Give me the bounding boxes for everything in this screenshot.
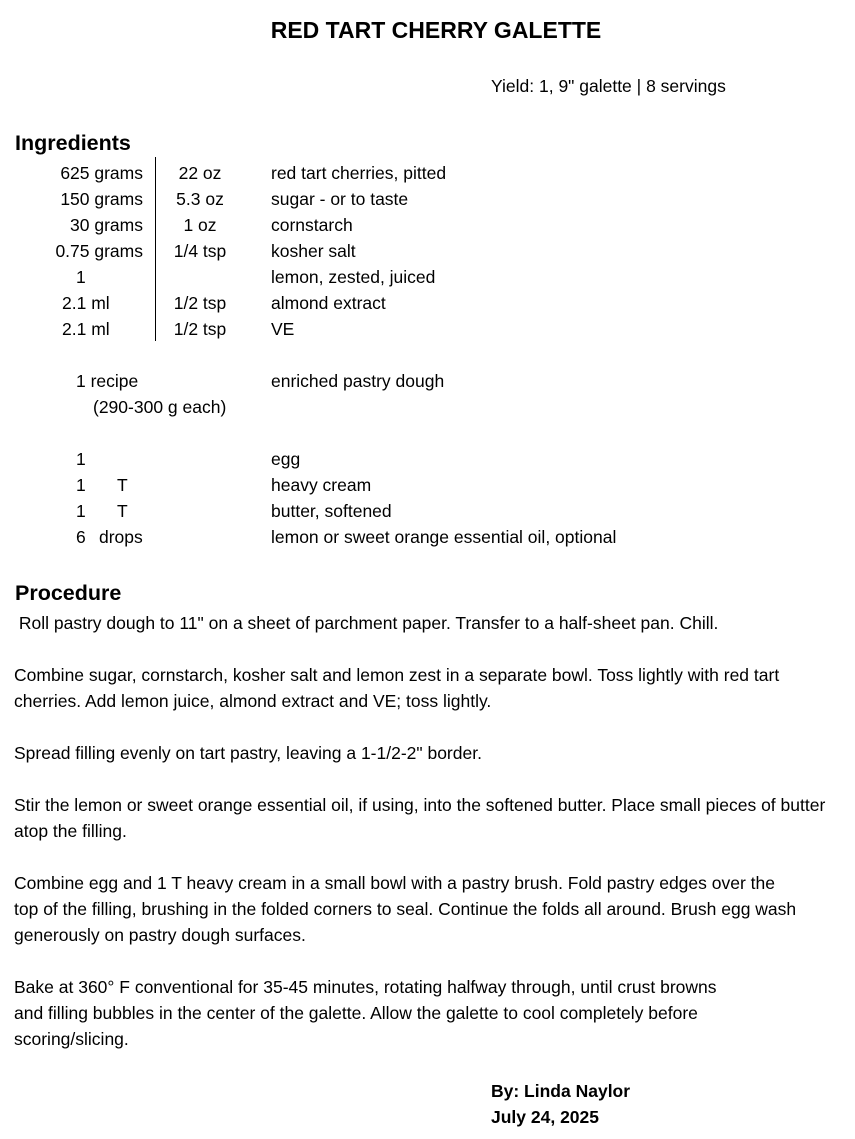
- ingredient-name: kosher salt: [271, 241, 356, 261]
- procedure-heading: Procedure: [15, 581, 122, 605]
- ingredient-imperial: 1/2 tsp: [173, 319, 227, 339]
- recipe-title: RED TART CHERRY GALETTE: [270, 17, 602, 43]
- wash-unit: drops: [99, 527, 143, 547]
- ingredient-metric: 2.1 ml: [62, 319, 110, 339]
- ingredient-metric: 1: [76, 267, 86, 287]
- ingredient-imperial: 22 oz: [178, 163, 222, 183]
- date-line: July 24, 2025: [491, 1107, 599, 1127]
- ingredient-metric: 150 grams: [60, 189, 143, 209]
- ingredient-name: sugar - or to taste: [271, 189, 409, 209]
- wash-unit: T: [117, 475, 128, 495]
- procedure-step: Bake at 360° F conventional for 35-45 minutes, rotating halfway through, until crust browns and filling bubbles in the center of the galette. Allow the galette to cool completely before scoring/slicing.: [14, 977, 717, 1049]
- wash-name: heavy cream: [271, 475, 372, 495]
- wash-qty: 6: [76, 527, 86, 547]
- ingredient-imperial: 5.3 oz: [176, 189, 224, 209]
- wash-qty: 1: [76, 501, 86, 521]
- wash-qty: 1: [76, 475, 86, 495]
- ingredient-metric: 0.75 grams: [55, 241, 143, 261]
- ingredients-heading: Ingredients: [15, 131, 131, 155]
- ingredient-imperial: 1 oz: [183, 215, 217, 235]
- procedure-step: Spread filling evenly on tart pastry, leaving a 1-1/2-2" border.: [14, 743, 482, 763]
- ingredient-imperial: 1/4 tsp: [173, 241, 227, 261]
- ingredient-imperial: 1/2 tsp: [173, 293, 227, 313]
- procedure-step: Combine egg and 1 T heavy cream in a small bowl with a pastry brush. Fold pastry edges over the top of the filling, brushing in the folded corners to seal. Continue the folds all around. Brush egg wash generously on pastry dough surfaces.: [14, 873, 797, 945]
- yield-line: Yield: 1, 9" galette | 8 servings: [491, 76, 726, 96]
- wash-unit: T: [117, 501, 128, 521]
- ingredient-name: VE: [271, 319, 295, 339]
- procedure-step: Stir the lemon or sweet orange essential oil, if using, into the softened butter. Place small pieces of butter atop the filling.: [14, 795, 826, 841]
- ingredient-name: almond extract: [271, 293, 386, 313]
- wash-qty: 1: [76, 449, 86, 469]
- dough-note: (290-300 g each): [93, 397, 227, 417]
- ingredient-metric: 30 grams: [70, 215, 143, 235]
- procedure-step: Roll pastry dough to 11" on a sheet of parchment paper. Transfer to a half-sheet pan. Chill.: [14, 613, 719, 633]
- ingredient-name: cornstarch: [271, 215, 353, 235]
- wash-name: egg: [271, 449, 301, 469]
- author-line: By: Linda Naylor: [491, 1081, 631, 1101]
- ingredient-name: lemon, zested, juiced: [271, 267, 436, 287]
- wash-name: butter, softened: [271, 501, 392, 521]
- dough-name: enriched pastry dough: [271, 371, 445, 391]
- ingredient-metric: 625 grams: [60, 163, 143, 183]
- ingredient-name: red tart cherries, pitted: [271, 163, 447, 183]
- wash-name: lemon or sweet orange essential oil, optional: [271, 527, 617, 547]
- procedure-step: Combine sugar, cornstarch, kosher salt and lemon zest in a separate bowl. Toss lightly with red tart cherries. Add lemon juice, almond extract and VE; toss lightly.: [14, 665, 780, 711]
- ingredient-metric: 2.1 ml: [62, 293, 110, 313]
- dough-qty: 1 recipe: [76, 371, 139, 391]
